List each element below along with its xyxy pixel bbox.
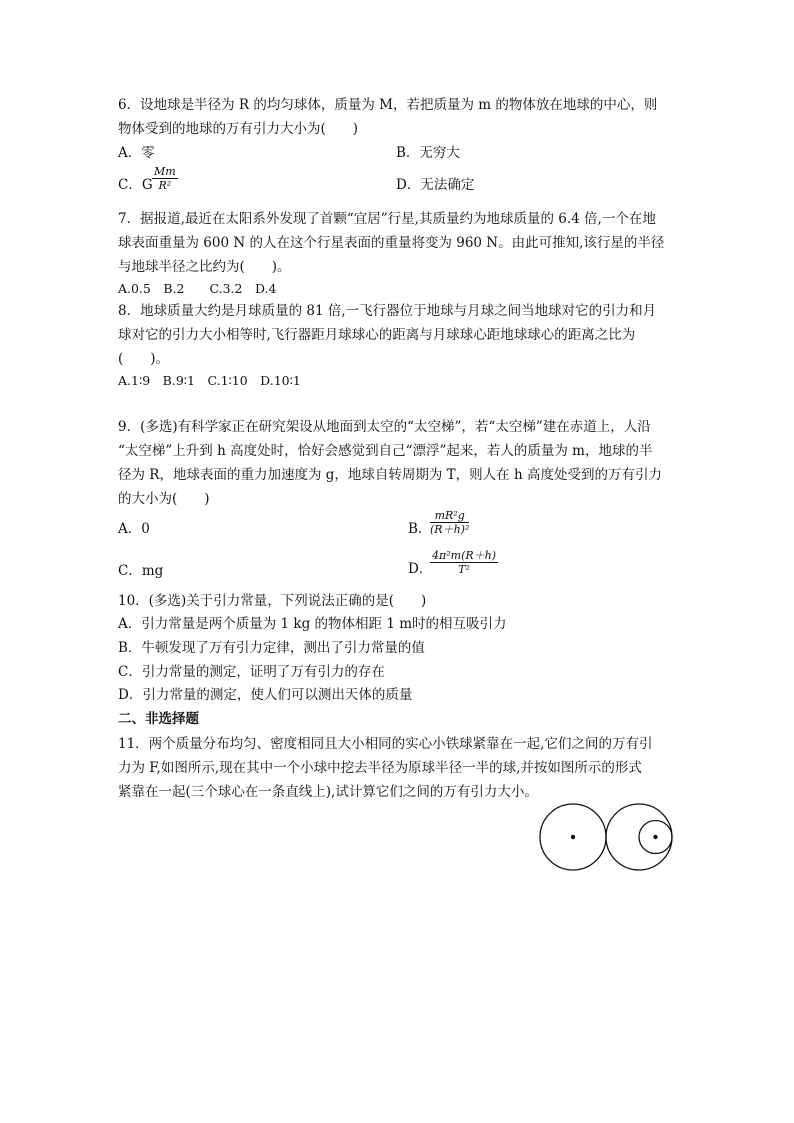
q10-option-b: B．牛顿发现了万有引力定律，测出了引力常量的值 — [118, 640, 425, 656]
q6-option-c-prefix: C．G — [118, 177, 153, 193]
two-spheres-figure — [536, 800, 686, 880]
q10-option-c: C．引力常量的测定，证明了万有引力的存在 — [118, 664, 385, 680]
q6-line1: 6．设地球是半径为 R 的均匀球体，质量为 M，若把质量为 m 的物体放在地球的中心，则 — [118, 97, 658, 113]
q8-line1: 8．地球质量大约是月球质量的 81 倍,一飞行器位于地球与月球之间当地球对它的引力和月 — [118, 303, 657, 319]
q7-options: A.0.5 B.2 C.3.2 D.4 — [118, 281, 277, 296]
q6-line2: 物体受到的地球的万有引力大小为( ) — [118, 121, 359, 137]
cavity-center — [653, 835, 657, 839]
q11-line1: 11．两个质量分布均匀、密度相同且大小相同的实心小铁球紧靠在一起,它们之间的万有引 — [118, 736, 653, 752]
q9-option-d-denominator: T² — [458, 563, 470, 576]
q6-option-d: D．无法确定 — [396, 177, 475, 193]
q10-option-d: D．引力常量的测定，使人们可以测出天体的质量 — [118, 687, 413, 703]
q9-option-a: A．0 — [118, 521, 150, 537]
q9-option-b-denominator: (R＋h)² — [430, 523, 470, 536]
q10-option-a: A．引力常量是两个质量为 1 kg 的物体相距 1 m时的相互吸引力 — [118, 616, 507, 632]
q7-line2: 球表面重量为 600 N 的人在这个行星表面的重量将变为 960 N。由此可推知,该行星的半径 — [118, 235, 665, 251]
q9-option-c: C．mg — [118, 563, 164, 579]
q6-option-a: A．零 — [118, 145, 155, 161]
q8-line2: 球对它的引力大小相等时,飞行器距月球球心的距离与月球球心距地球球心的距离之比为 — [118, 327, 636, 343]
q9-line4: 的大小为( ) — [118, 491, 210, 507]
q7-line1: 7．据报道,最近在太阳系外发现了首颗“宜居”行星,其质量约为地球质量的 6.4 倍,一个在地 — [118, 211, 656, 227]
q8-line3: ( )。 — [118, 351, 170, 367]
q9-line2: “太空梯”上升到 h 高度处时，恰好会感觉到自己“漂浮”起来，若人的质量为 m，地球的半 — [118, 443, 653, 459]
q6-option-c-numerator: Mm — [154, 165, 176, 178]
q11-line2: 力为 F,如图所示,现在其中一个小球中挖去半径为原球半径一半的球,并按如图所示的形式 — [118, 760, 642, 776]
q6-option-c-denominator: R² — [158, 179, 172, 192]
q10-line1: 10．(多选)关于引力常量，下列说法正确的是( ) — [118, 593, 427, 609]
q9-line1: 9．(多选)有科学家正在研究架设从地面到太空的“太空梯”，若“太空梯”建在赤道上，人沿 — [118, 419, 651, 435]
q9-option-b-numerator: mR²g — [430, 510, 469, 523]
q6-option-b: B．无穷大 — [396, 145, 460, 161]
q9-option-d-fraction — [430, 550, 498, 576]
q6-option-c-fraction — [152, 166, 178, 192]
q9-option-b-fraction — [430, 510, 469, 536]
q11-line3: 紧靠在一起(三个球心在一条直线上),试计算它们之间的万有引力大小。 — [118, 784, 538, 800]
q9-line3: 径为 R，地球表面的重力加速度为 g，地球自转周期为 T，则人在 h 高度处受到的万有引力 — [118, 467, 662, 483]
solid-sphere-center — [571, 835, 575, 839]
q9-option-d-numerator: 4π²m(R＋h) — [432, 549, 497, 562]
q9-option-d-prefix: D． — [408, 561, 433, 577]
q7-line3: 与地球半径之比约为( )。 — [118, 259, 291, 275]
section-heading: 二、非选择题 — [118, 711, 199, 727]
q9-option-b-prefix: B． — [408, 521, 432, 537]
q8-options: A.1∶9 B.9∶1 C.1∶10 D.10∶1 — [118, 373, 301, 388]
